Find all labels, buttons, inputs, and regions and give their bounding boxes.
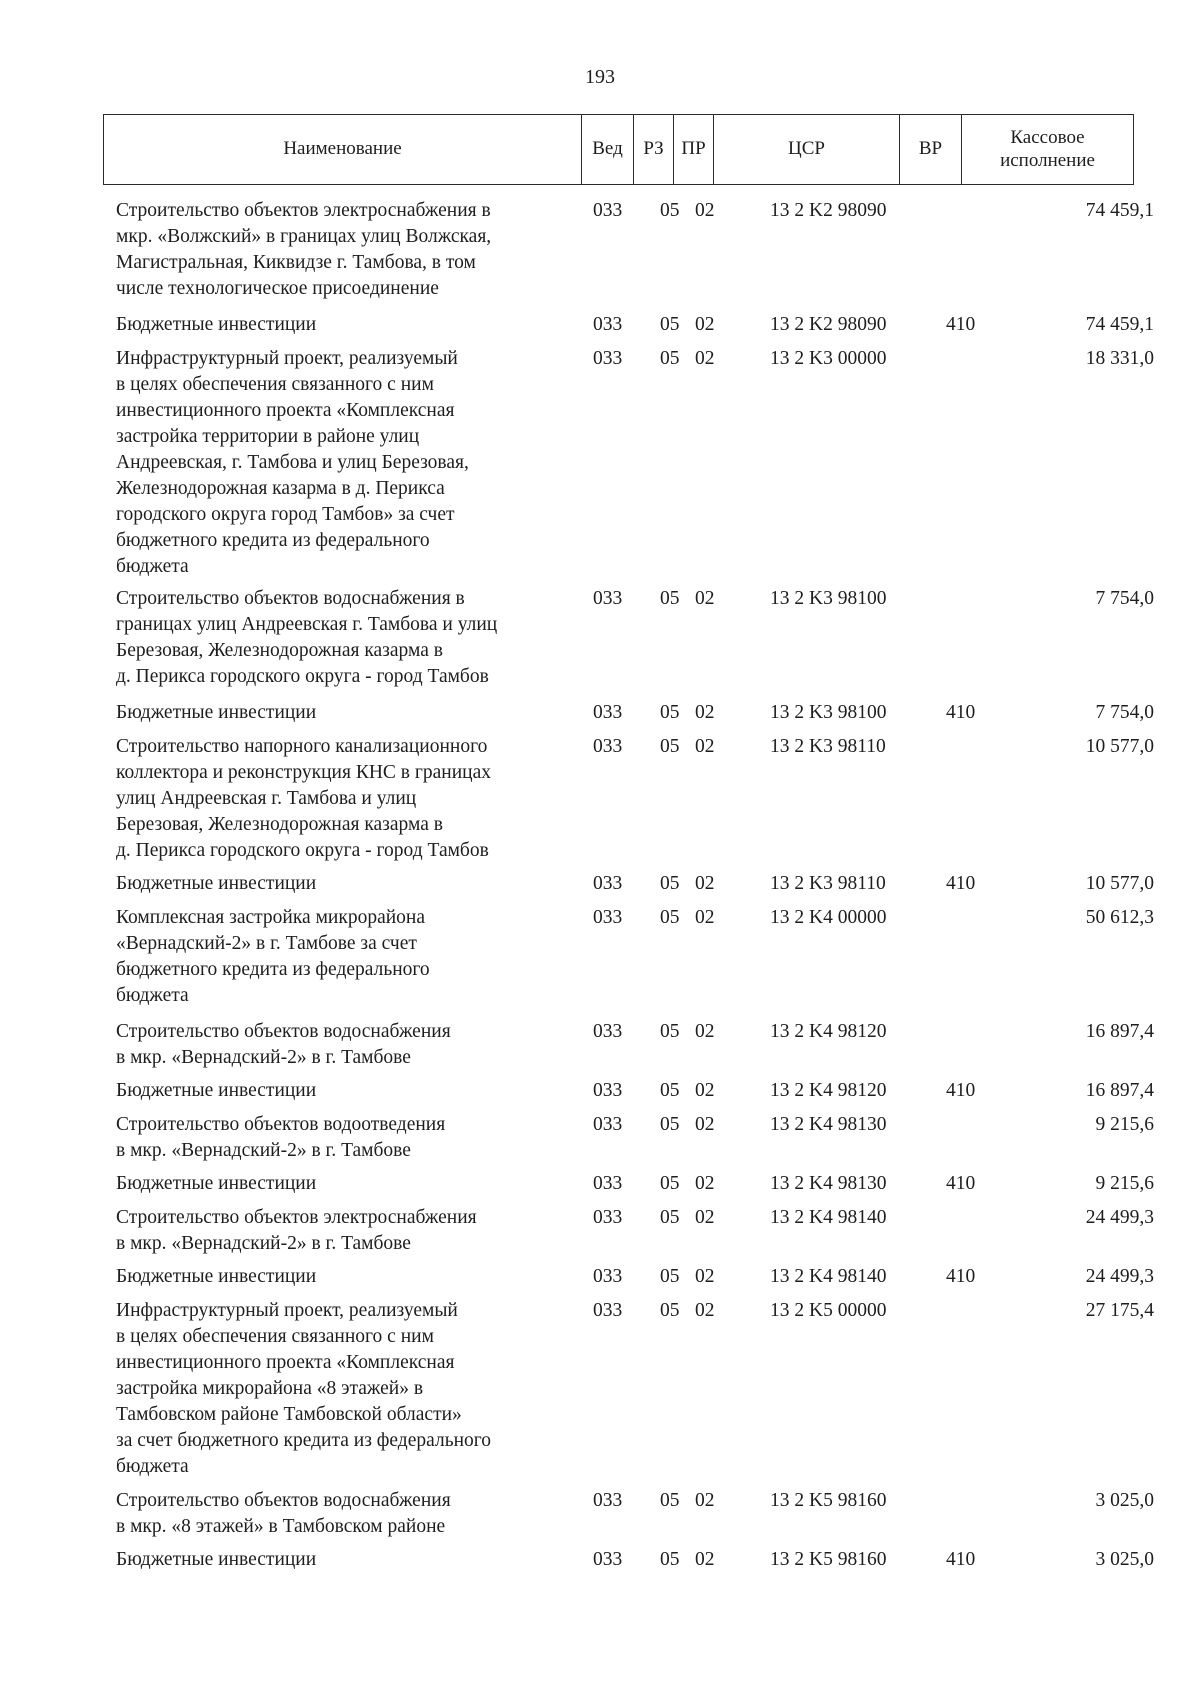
cell-sum: 3 025,0 xyxy=(1095,1490,1154,1511)
cell-vr: 410 xyxy=(946,1080,976,1101)
cell-rz: 05 xyxy=(660,1021,680,1042)
cell-name: Комплексная застройка микрорайона «Вернадский-2» в г. Тамбове за счет бюджетного кредита из федерального бюджета xyxy=(116,907,430,1006)
cell-name: Бюджетные инвестиции xyxy=(116,1080,317,1101)
cell-pr: 02 xyxy=(695,588,715,609)
cell-name: Бюджетные инвестиции xyxy=(116,314,317,335)
cell-pr: 02 xyxy=(695,907,715,928)
cell-rz: 05 xyxy=(660,702,680,723)
cell-rz: 05 xyxy=(660,1114,680,1135)
cell-name: Бюджетные инвестиции xyxy=(116,1266,317,1287)
cell-ved: 033 xyxy=(593,1266,623,1287)
cell-csr: 13 2 K2 98090 xyxy=(770,200,887,221)
cell-ved: 033 xyxy=(593,1549,623,1570)
cell-sum: 24 499,3 xyxy=(1085,1207,1154,1228)
cell-sum: 7 754,0 xyxy=(1095,702,1154,723)
cell-sum: 10 577,0 xyxy=(1085,873,1154,894)
cell-vr: 410 xyxy=(946,314,976,335)
cell-ved: 033 xyxy=(593,200,623,221)
cell-ved: 033 xyxy=(593,348,623,369)
cell-csr: 13 2 K5 98160 xyxy=(770,1549,887,1570)
cell-ved: 033 xyxy=(593,873,623,894)
cell-name: Инфраструктурный проект, реализуемый в целях обеспечения связанного с ним инвестиционного проекта «Комплексная застройка микрорайона «8 этажей» в Тамбовском районе Тамбовской области» за счет бюджетного кредита из федерального бюджета xyxy=(116,1300,492,1477)
cell-rz: 05 xyxy=(660,736,680,757)
cell-rz: 05 xyxy=(660,588,680,609)
cell-sum: 50 612,3 xyxy=(1085,907,1154,928)
cell-csr: 13 2 K3 98110 xyxy=(770,736,886,757)
cell-vr: 410 xyxy=(946,1266,976,1287)
cell-csr: 13 2 K3 98100 xyxy=(770,702,887,723)
cell-rz: 05 xyxy=(660,1549,680,1570)
cell-name: Строительство напорного канализационного коллектора и реконструкция КНС в границах улиц Андреевская г. Тамбова и улиц Березовая, Железнодорожная казарма в д. Перикса городского округа - город Тамбов xyxy=(116,736,492,861)
cell-pr: 02 xyxy=(695,873,715,894)
cell-ved: 033 xyxy=(593,1021,623,1042)
cell-rz: 05 xyxy=(660,1173,680,1194)
cell-sum: 74 459,1 xyxy=(1085,200,1154,221)
cell-csr: 13 2 K4 98120 xyxy=(770,1021,887,1042)
cell-csr: 13 2 K3 00000 xyxy=(770,348,887,369)
cell-name: Бюджетные инвестиции xyxy=(116,702,317,723)
cell-pr: 02 xyxy=(695,1266,715,1287)
cell-name: Строительство объектов водоотведения в мкр. «Вернадский-2» в г. Тамбове xyxy=(116,1114,446,1161)
cell-ved: 033 xyxy=(593,1300,623,1321)
cell-ved: 033 xyxy=(593,702,623,723)
cell-pr: 02 xyxy=(695,736,715,757)
cell-csr: 13 2 K5 00000 xyxy=(770,1300,887,1321)
cell-sum: 16 897,4 xyxy=(1085,1080,1154,1101)
cell-name: Строительство объектов водоснабжения в мкр. «Вернадский-2» в г. Тамбове xyxy=(116,1021,451,1068)
table-header xyxy=(103,114,1134,185)
cell-rz: 05 xyxy=(660,200,680,221)
cell-sum: 27 175,4 xyxy=(1085,1300,1154,1321)
page-number: 193 xyxy=(585,66,615,88)
cell-csr: 13 2 K4 98130 xyxy=(770,1114,887,1135)
cell-pr: 02 xyxy=(695,1021,715,1042)
header-vr: ВР xyxy=(900,115,962,185)
cell-ved: 033 xyxy=(593,1173,623,1194)
cell-csr: 13 2 K2 98090 xyxy=(770,314,887,335)
cell-csr: 13 2 K4 98120 xyxy=(770,1080,887,1101)
cell-vr: 410 xyxy=(946,1549,976,1570)
cell-pr: 02 xyxy=(695,1080,715,1101)
cell-sum: 9 215,6 xyxy=(1095,1114,1154,1135)
cell-rz: 05 xyxy=(660,348,680,369)
cell-rz: 05 xyxy=(660,314,680,335)
cell-vr: 410 xyxy=(946,702,976,723)
cell-rz: 05 xyxy=(660,1207,680,1228)
cell-name: Бюджетные инвестиции xyxy=(116,873,317,894)
cell-sum: 24 499,3 xyxy=(1085,1266,1154,1287)
cell-pr: 02 xyxy=(695,200,715,221)
cell-ved: 033 xyxy=(593,1114,623,1135)
cell-csr: 13 2 K3 98100 xyxy=(770,588,887,609)
cell-pr: 02 xyxy=(695,1490,715,1511)
cell-ved: 033 xyxy=(593,588,623,609)
cell-rz: 05 xyxy=(660,1300,680,1321)
cell-csr: 13 2 K5 98160 xyxy=(770,1490,887,1511)
cell-pr: 02 xyxy=(695,1173,715,1194)
cell-sum: 18 331,0 xyxy=(1085,348,1154,369)
cell-vr: 410 xyxy=(946,873,976,894)
cell-ved: 033 xyxy=(593,1207,623,1228)
header-sum: Кассовое исполнение xyxy=(962,115,1134,185)
cell-ved: 033 xyxy=(593,1080,623,1101)
cell-sum: 3 025,0 xyxy=(1095,1549,1154,1570)
header-name: Наименование xyxy=(104,115,582,185)
cell-pr: 02 xyxy=(695,1300,715,1321)
cell-csr: 13 2 K4 98130 xyxy=(770,1173,887,1194)
cell-sum: 16 897,4 xyxy=(1085,1021,1154,1042)
cell-rz: 05 xyxy=(660,1266,680,1287)
cell-rz: 05 xyxy=(660,1490,680,1511)
cell-csr: 13 2 K4 00000 xyxy=(770,907,887,928)
cell-pr: 02 xyxy=(695,1207,715,1228)
cell-name: Инфраструктурный проект, реализуемый в целях обеспечения связанного с ним инвестиционного проекта «Комплексная застройка территории в районе улиц Андреевская, г. Тамбова и улиц Березовая, Железнодорожная казарма в д. Перикса городского округа город Тамбов» за счет бюджетного кредита из федерального бюджета xyxy=(116,348,469,577)
cell-name: Бюджетные инвестиции xyxy=(116,1549,317,1570)
cell-csr: 13 2 K4 98140 xyxy=(770,1266,887,1287)
header-ved: Вед xyxy=(582,115,634,185)
header-csr: ЦСР xyxy=(714,115,900,185)
cell-ved: 033 xyxy=(593,314,623,335)
header-rz: РЗ xyxy=(634,115,674,185)
cell-rz: 05 xyxy=(660,907,680,928)
cell-ved: 033 xyxy=(593,907,623,928)
cell-vr: 410 xyxy=(946,1173,976,1194)
cell-rz: 05 xyxy=(660,873,680,894)
cell-name: Бюджетные инвестиции xyxy=(116,1173,317,1194)
cell-sum: 9 215,6 xyxy=(1095,1173,1154,1194)
cell-sum: 74 459,1 xyxy=(1085,314,1154,335)
cell-ved: 033 xyxy=(593,736,623,757)
header-pr: ПР xyxy=(674,115,714,185)
cell-sum: 7 754,0 xyxy=(1095,588,1154,609)
cell-pr: 02 xyxy=(695,702,715,723)
cell-name: Строительство объектов электроснабжения в мкр. «Волжский» в границах улиц Волжская, Магистральная, Киквидзе г. Тамбова, в том числе технологическое присоединение xyxy=(116,200,492,299)
cell-rz: 05 xyxy=(660,1080,680,1101)
cell-sum: 10 577,0 xyxy=(1085,736,1154,757)
cell-name: Строительство объектов электроснабжения в мкр. «Вернадский-2» в г. Тамбове xyxy=(116,1207,477,1254)
cell-name: Строительство объектов водоснабжения в мкр. «8 этажей» в Тамбовском районе xyxy=(116,1490,451,1537)
cell-pr: 02 xyxy=(695,348,715,369)
cell-pr: 02 xyxy=(695,1114,715,1135)
cell-pr: 02 xyxy=(695,314,715,335)
cell-csr: 13 2 K3 98110 xyxy=(770,873,886,894)
cell-pr: 02 xyxy=(695,1549,715,1570)
cell-ved: 033 xyxy=(593,1490,623,1511)
cell-csr: 13 2 K4 98140 xyxy=(770,1207,887,1228)
cell-name: Строительство объектов водоснабжения в границах улиц Андреевская г. Тамбова и улиц Березовая, Железнодорожная казарма в д. Перикса городского округа - город Тамбов xyxy=(116,588,498,687)
